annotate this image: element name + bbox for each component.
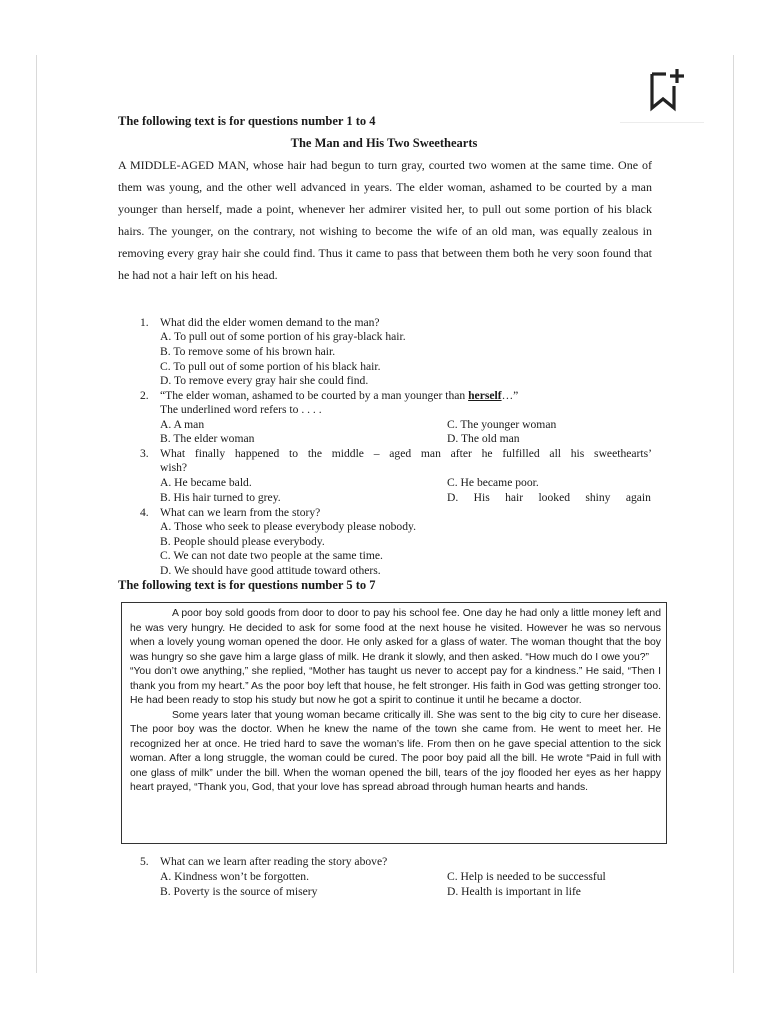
passage-2 [130, 607, 661, 796]
question-5-number: 5. [140, 855, 149, 868]
question-4-option-c: C. We can not date two people at the same time. [160, 549, 383, 562]
page-edge-right [733, 55, 734, 973]
passage-2-paragraph-2: “You don’t owe anything,” she replied, “Mother has taught us never to accept pay for a kindness.” He said, “Then I thank you from my heart.” As the poor boy left that house, he felt stronger. His faith in God was getting stronger too. He had been ready to stop his study but now he got a spirit to continue it until he became a doctor. [130, 666, 661, 706]
question-5-text: What can we learn after reading the story above? [160, 855, 388, 868]
page-edge-left [36, 55, 37, 973]
question-2-text-post: …” [501, 389, 519, 402]
question-1-text: What did the elder women demand to the man? [160, 316, 380, 329]
question-3-option-a: A. He became bald. [160, 476, 252, 489]
section-heading-1: The following text is for questions number 1 to 4 [118, 114, 376, 128]
question-4-text: What can we learn from the story? [160, 506, 321, 519]
question-2-option-d: D. The old man [447, 432, 520, 445]
question-1-number: 1. [140, 316, 149, 329]
question-5-option-d: D. Health is important in life [447, 885, 581, 898]
question-2-text [160, 389, 518, 404]
option-d-word: hair [505, 491, 524, 504]
question-4-option-a: A. Those who seek to please everybody please nobody. [160, 520, 416, 533]
option-d-word: His [473, 491, 490, 504]
question-3-text: What finally happened to the middle – aged man after he fulfilled all his sweethearts’ [160, 447, 652, 460]
question-2-option-b: B. The elder woman [160, 432, 255, 445]
option-d-word: shiny [585, 491, 611, 504]
question-2-option-c: C. The younger woman [447, 418, 557, 431]
passage-2-paragraph-3: Some years later that young woman became critically ill. She was sent to the big city to cure her disease. The poor boy was the doctor. When he knew the name of the town she came from. He went to meet her. He recognized her at once. He tried hard to save the woman’s life. From then on he gave special attention to the sick woman. After a long struggle, the woman could be cured. The poor boy paid all the bill. He wrote “Paid in full with one glass of milk” under the bill. When the woman opened the bill, tears of the joy flooded her eyes as her happy heart prayed, “Thank you, God, that your love has spread abroad through human hearts and hands. [130, 709, 661, 793]
question-3-option-c: C. He became poor. [447, 476, 539, 489]
bookmark-add-icon[interactable] [648, 66, 688, 112]
question-4-option-d: D. We should have good attitude toward others. [160, 564, 381, 577]
question-3-option-d [447, 491, 651, 506]
question-3-number: 3. [140, 447, 149, 460]
question-1-option-c: C. To pull out of some portion of his black hair. [160, 360, 381, 373]
passage-2-paragraph-1: A poor boy sold goods from door to door to pay his school fee. One day he had only a little money left and he was very hungry. He decided to ask for some food at the next house he visited. However he was so nervous when a lovely young woman opened the door. He only asked for a glass of water. The woman thought that the boy was hungry so she gave him a large glass of milk. He drank it slowly, and then asked. “How much do I owe you?” [130, 608, 661, 663]
question-1-option-d: D. To remove every gray hair she could find. [160, 374, 369, 387]
question-2-number: 2. [140, 389, 149, 402]
question-5-option-b: B. Poverty is the source of misery [160, 885, 318, 898]
passage-1: A MIDDLE-AGED MAN, whose hair had begun to turn gray, courted two women at the same time. One of them was young, and the other well advanced in years. The elder woman, ashamed to be courted by a man younger than herself, made a point, whenever her admirer visited her, to pull out some portion of his black hairs. The younger, on the contrary, not wishing to become the wife of an old man, was equally zealous in removing every gray hair she could find. Thus it came to pass that between them both he very soon found that he had not a hair left on his head. [118, 158, 652, 282]
option-d-word: looked [538, 491, 571, 504]
underlined-word: herself [468, 389, 502, 402]
divider [620, 122, 704, 123]
question-2-subtext: The underlined word refers to . . . . [160, 403, 322, 416]
question-2-option-a: A. A man [160, 418, 205, 431]
question-5-option-c: C. Help is needed to be successful [447, 870, 606, 883]
section-heading-2: The following text is for questions number 5 to 7 [118, 578, 376, 592]
question-3-subtext: wish? [160, 461, 188, 474]
question-3-option-b: B. His hair turned to grey. [160, 491, 281, 504]
question-1-option-a: A. To pull out of some portion of his gray-black hair. [160, 330, 406, 343]
question-1-option-b: B. To remove some of his brown hair. [160, 345, 336, 358]
option-d-word: D. [447, 491, 459, 504]
question-4-number: 4. [140, 506, 149, 519]
question-2-text-pre: “The elder woman, ashamed to be courted by a man younger than [160, 389, 469, 402]
question-5-option-a: A. Kindness won’t be forgotten. [160, 870, 309, 883]
question-4-option-b: B. People should please everybody. [160, 535, 325, 548]
story-title: The Man and His Two Sweethearts [290, 136, 478, 150]
option-d-word: again [625, 491, 651, 504]
